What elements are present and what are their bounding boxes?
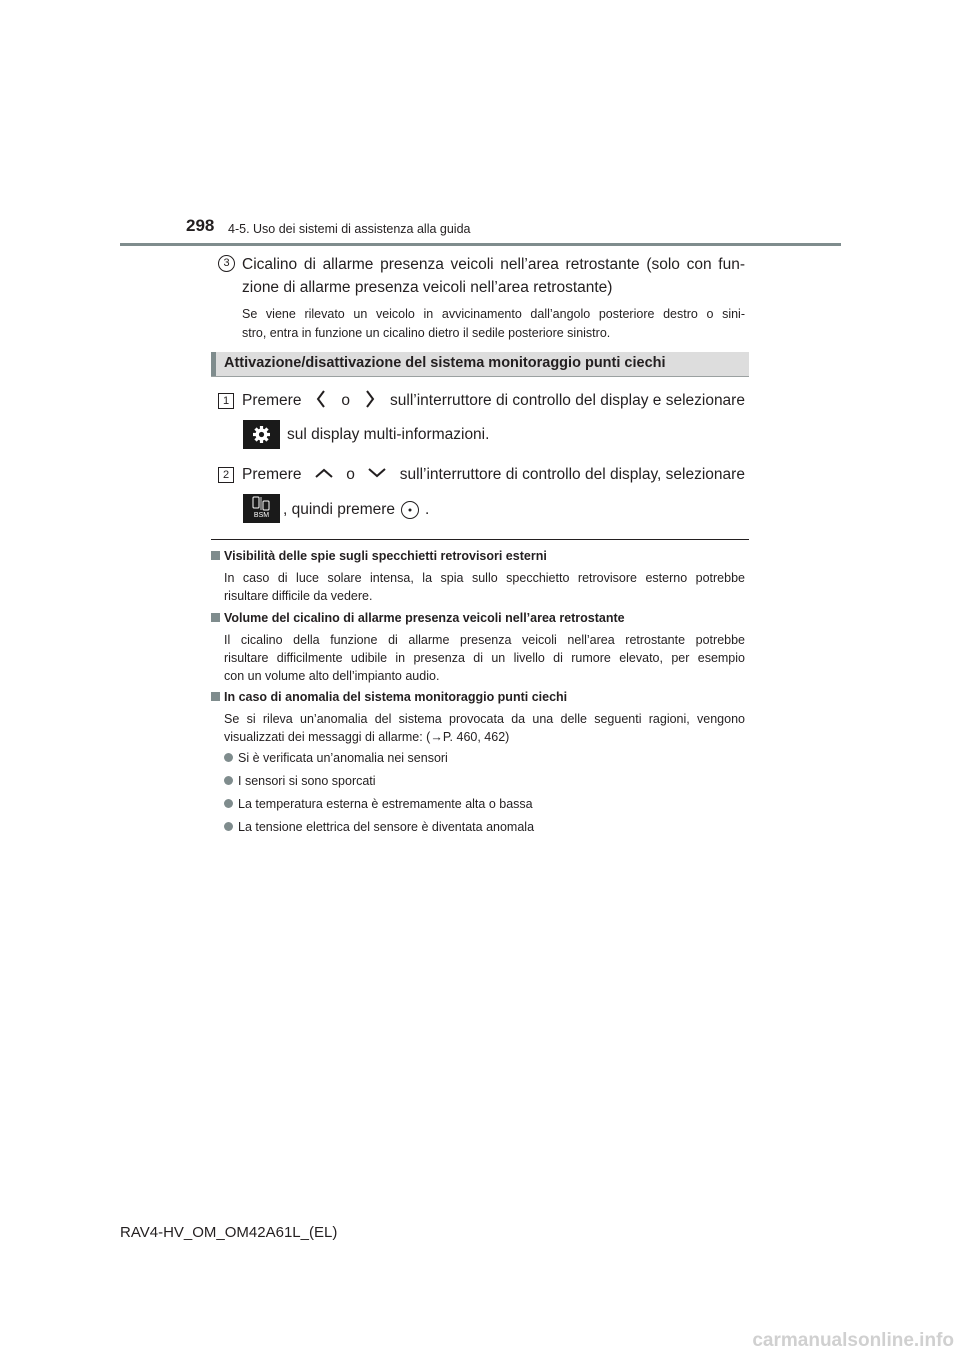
page-number: 298: [186, 216, 215, 235]
note-3-line-2: visualizzati dei messaggi di allarme: (→P. 460, 462): [224, 730, 510, 744]
item-3-title-line-1: Cicalino di allarme presenza veicoli nell’area retrostante (solo con fun-: [242, 256, 745, 273]
header-divider: [120, 243, 841, 246]
list-item: [224, 797, 533, 811]
note-3-heading: [211, 690, 567, 704]
step-1-line-2: sul display multi-informazioni.: [287, 426, 490, 443]
chevron-right-icon: [364, 389, 376, 414]
note-3-line-1: Se si rileva un’anomalia del sistema provocata da una delle seguenti ragioni, vengono: [224, 712, 745, 726]
step-2-instruction: sull’interruttore di controllo del display, selezionare: [399, 466, 745, 483]
item-3-desc-line-2: stro, entra in funzione un cicalino dietro il sedile posteriore sinistro.: [242, 326, 611, 340]
section-title: Attivazione/disattivazione del sistema monitoraggio punti ciechi: [224, 355, 666, 371]
list-item: [224, 751, 448, 765]
bullet-text: Si è verificata un’anomalia nei sensori: [238, 751, 448, 765]
step-2-line-1: [242, 464, 745, 486]
step-1-premere: Premere: [242, 392, 302, 409]
step-2-number: 2: [218, 467, 234, 483]
footer-code: RAV4-HV_OM_OM42A61L_(EL): [120, 1224, 338, 1241]
note-1-heading: [211, 549, 547, 563]
item-3-desc-line-1: Se viene rilevato un veicolo in avvicinamento dall’angolo posteriore destro o sini-: [242, 307, 745, 321]
bullet-text: I sensori si sono sporcati: [238, 774, 376, 788]
note-2-heading-text: Volume del cicalino di allarme presenza veicoli nell’area retrostante: [224, 611, 625, 625]
list-item: [224, 820, 534, 834]
settings-gear-icon: [243, 420, 280, 449]
chevron-left-icon: [315, 389, 327, 414]
note-2-line-2: risultare difficilmente udibile in presenza di un livello di rumore elevato, per esempio: [224, 651, 745, 665]
chevron-up-icon: [314, 466, 334, 484]
step-1-or: o: [341, 392, 351, 409]
round-bullet-icon: [224, 799, 233, 808]
note-1-line-1: In caso di luce solare intensa, la spia sullo specchietto retrovisore esterno potrebbe: [224, 571, 745, 585]
bsm-label: BSM: [253, 512, 270, 519]
note-2-line-3: con un volume alto dell’impianto audio.: [224, 669, 440, 683]
watermark: carmanualsonline.info: [752, 1330, 954, 1351]
note-1-body: [224, 569, 745, 605]
section-header: [211, 352, 749, 377]
note-1-heading-text: Visibilità delle spie sugli specchietti retrovisori esterni: [224, 549, 547, 563]
chevron-down-icon: [367, 466, 387, 484]
notes-divider: [211, 539, 749, 540]
round-bullet-icon: [224, 822, 233, 831]
bullet-text: La tensione elettrica del sensore è diventata anomala: [238, 820, 535, 834]
note-2-line-1: Il cicalino della funzione di allarme presenza veicoli nell’area retrostante potrebbe: [224, 633, 745, 647]
step-2-line-2: , quindi premere: [283, 501, 396, 518]
note-2-body: [224, 631, 745, 685]
item-3-title-line-2: zione di allarme presenza veicoli nell’area retrostante): [242, 279, 613, 296]
step-2-premere: Premere: [242, 466, 302, 483]
square-bullet-icon: [211, 613, 220, 622]
chapter-title: 4-5. Uso dei sistemi di assistenza alla guida: [228, 222, 471, 236]
list-item: [224, 774, 376, 788]
note-1-line-2: risultare difficile da vedere.: [224, 589, 373, 603]
bsm-icon: [243, 494, 280, 523]
section-accent: [211, 352, 216, 376]
note-3-heading-text: In caso di anomalia del sistema monitoraggio punti ciechi: [224, 690, 568, 704]
note-2-heading: [211, 611, 625, 625]
step-1-number: 1: [218, 393, 234, 409]
round-bullet-icon: [224, 753, 233, 762]
item-3-description: [242, 305, 745, 343]
square-bullet-icon: [211, 692, 220, 701]
item-3-title: [242, 253, 745, 299]
item-3-number: 3: [218, 255, 235, 272]
step-2-or: o: [346, 466, 355, 483]
ok-button-icon: [400, 500, 420, 525]
step-1-instruction: sull’interruttore di controllo del display e selezionare: [390, 392, 745, 409]
step-2-end: .: [425, 501, 430, 518]
round-bullet-icon: [224, 776, 233, 785]
step-1-line-1: [242, 390, 745, 412]
note-3-body: [224, 710, 745, 746]
square-bullet-icon: [211, 551, 220, 560]
bullet-text: La temperatura esterna è estremamente alta o bassa: [238, 797, 533, 811]
